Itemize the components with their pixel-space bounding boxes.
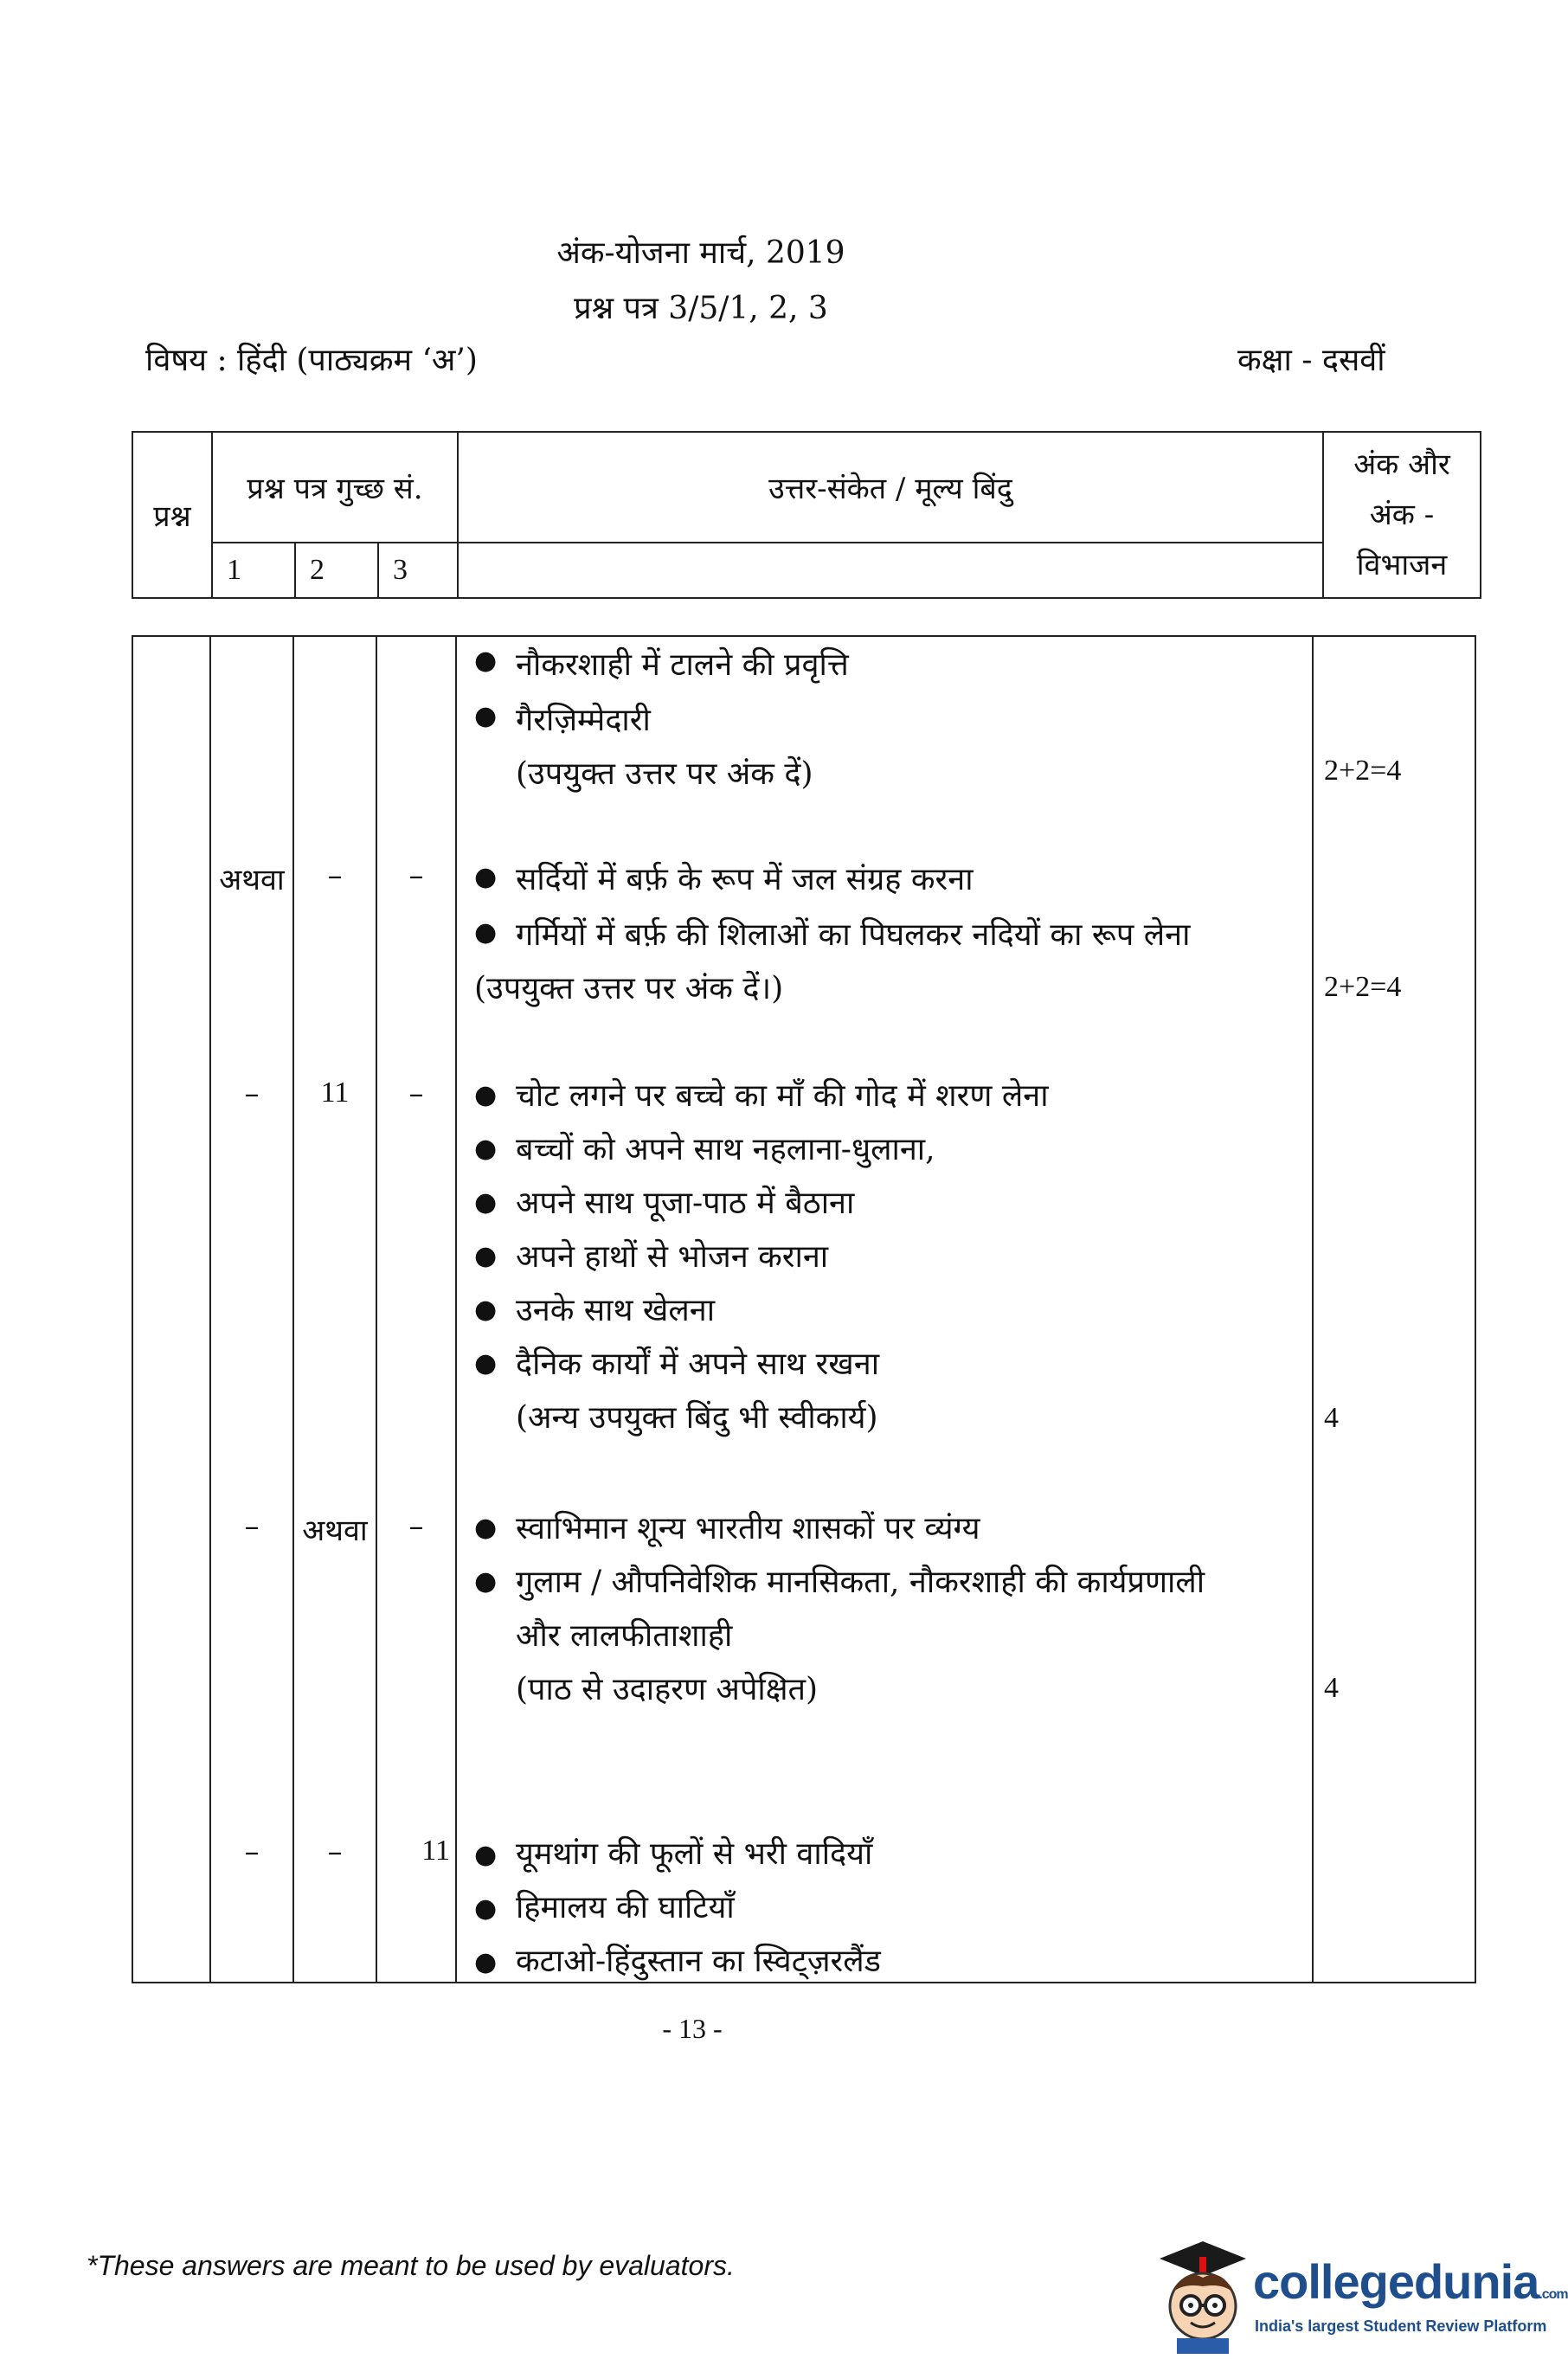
class-label: कक्षा - दसवीं (1237, 343, 1385, 378)
page-number: - 13 - (662, 2013, 723, 2044)
answer-point: चोट लगने पर बच्चे का माँ की गोद में शरण लेना (516, 1078, 1049, 1114)
set-2-cell: – (327, 1835, 343, 1869)
brand-name: collegedunia.com (1253, 2254, 1568, 2309)
set-2-header: 2 (295, 543, 378, 598)
document-title: अंक-योजना मार्च, 2019 (556, 235, 845, 271)
evaluator-note: *These answers are meant to be used by evaluators. (87, 2250, 735, 2281)
header-table (132, 431, 1481, 599)
answer-point-continued: और लालफीताशाही (516, 1618, 733, 1654)
answer-note: (पाठ से उदाहरण अपेक्षित) (516, 1672, 819, 1707)
marks: 4 (1324, 1402, 1339, 1434)
answer-point: स्वाभिमान शून्य भारतीय शासकों पर व्यंग्य (516, 1511, 980, 1546)
answer-point: अपने हाथों से भोजन कराना (516, 1239, 829, 1275)
col-question-header: प्रश्न (132, 432, 212, 598)
answer-point: गर्मियों में बर्फ़ की शिलाओं का पिघलकर नदियों का रूप लेना (516, 917, 1191, 953)
question-cell: – (244, 1835, 260, 1869)
answer-subheader-empty (458, 543, 1323, 598)
answer-point: गुलाम / औपनिवेशिक मानसिकता, नौकरशाही की कार्यप्रणाली (516, 1565, 1205, 1600)
question-cell: – (244, 1077, 260, 1111)
answer-point: गैरज़िम्मेदारी (516, 703, 651, 738)
answer-note: (उपयुक्त उत्तर पर अंक दें) (516, 756, 813, 792)
col-paper-set-header: प्रश्न पत्र गुच्छ सं. (212, 432, 458, 543)
set-1-header: 1 (212, 543, 295, 598)
answer-point: सर्दियों में बर्फ़ के रूप में जल संग्रह करना (516, 862, 974, 897)
paper-code: प्रश्न पत्र 3/5/1, 2, 3 (574, 291, 828, 326)
col-marks-header: अंक और अंक - विभाजन (1323, 432, 1481, 598)
marks: 4 (1324, 1672, 1339, 1704)
set-3-cell: – (408, 1077, 424, 1111)
answer-point: कटाओ-हिंदुस्तान का स्विट्ज़रलैंड (516, 1944, 881, 1979)
set-2-cell: अथवा (302, 1514, 368, 1548)
collegedunia-logo (1151, 2233, 1568, 2354)
col-answer-header: उत्तर-संकेत / मूल्य बिंदु (458, 432, 1323, 543)
answer-point: बच्चों को अपने साथ नहलाना-धुलाना, (516, 1132, 935, 1167)
set-3-header: 3 (378, 543, 458, 598)
set-3-cell: – (408, 1509, 424, 1544)
answer-note: (अन्य उपयुक्त बिंदु भी स्वीकार्य) (516, 1400, 878, 1436)
subject-label: विषय : हिंदी (पाठ्यक्रम ‘अ’) (145, 343, 478, 378)
question-cell: अथवा (219, 863, 285, 897)
answer-point: उनके साथ खेलना (516, 1293, 716, 1328)
set-2-cell: 11 (320, 1077, 350, 1109)
answer-note: (उपयुक्त उत्तर पर अंक दें।) (474, 971, 784, 1006)
question-cell: – (244, 1509, 260, 1544)
marks: 2+2=4 (1324, 971, 1402, 1003)
set-3-cell: 11 (421, 1835, 450, 1867)
answer-point: दैनिक कार्यों में अपने साथ रखना (516, 1347, 880, 1382)
answer-point: अपने साथ पूजा-पाठ में बैठाना (516, 1186, 855, 1221)
mascot-icon (1151, 2233, 1255, 2354)
marks: 2+2=4 (1324, 755, 1402, 787)
answer-table (132, 635, 1476, 1983)
set-3-cell: – (408, 858, 424, 893)
set-2-cell: – (327, 858, 343, 893)
answer-point: यूमथांग की फूलों से भरी वादियाँ (516, 1836, 873, 1872)
brand-tagline: India's largest Student Review Platform (1255, 2317, 1547, 2335)
answer-point: नौकरशाही में टालने की प्रवृत्ति (516, 647, 849, 683)
answer-point: हिमालय की घाटियाँ (516, 1890, 735, 1925)
